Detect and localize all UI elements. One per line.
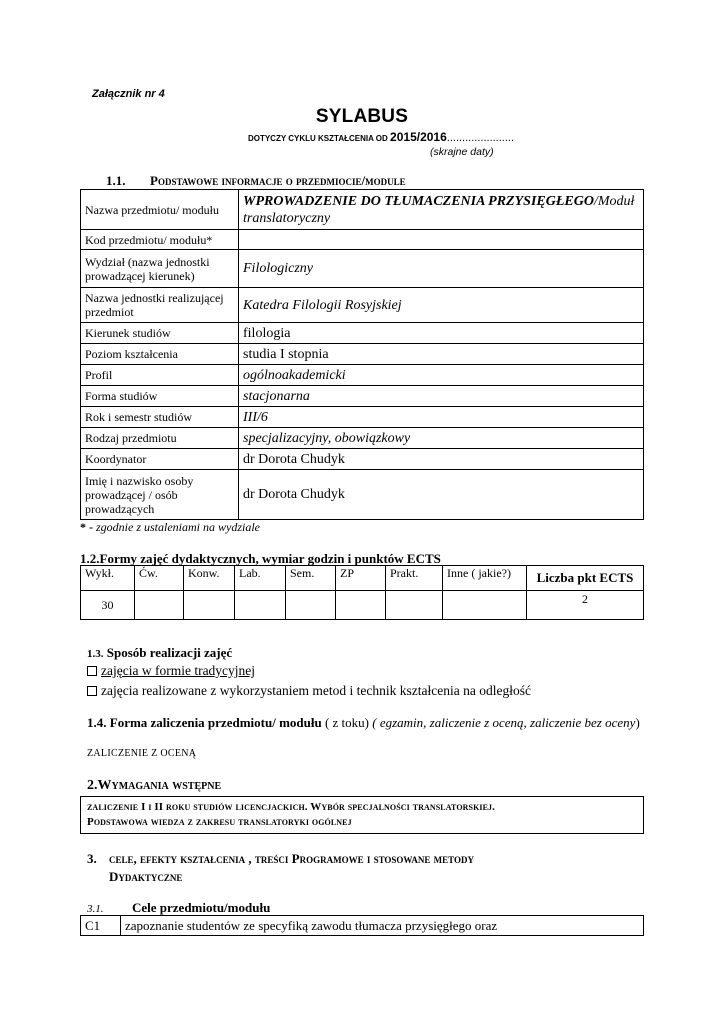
footnote-mark: * - bbox=[80, 520, 93, 534]
annex-label: Załącznik nr 4 bbox=[92, 88, 165, 100]
table-row bbox=[81, 449, 644, 470]
section-title: Sposób realizacji zajęć bbox=[106, 645, 233, 660]
section-number: 2. bbox=[87, 778, 98, 793]
goal-code: C1 bbox=[81, 916, 121, 936]
course-name-value bbox=[239, 190, 644, 230]
section-title: Podstawowe informacje o przedmiocie/module bbox=[150, 173, 406, 188]
section-number: 3.1. bbox=[87, 903, 104, 915]
cycle-dots: ...................... bbox=[446, 132, 515, 144]
row-value: specjalizacyjny, obowiązkowy bbox=[239, 428, 644, 449]
row-value: stacjonarna bbox=[239, 386, 644, 407]
cycle-years: 2015/2016 bbox=[390, 130, 447, 144]
ects-table bbox=[80, 565, 644, 620]
table-header-row bbox=[81, 566, 644, 591]
prerequisites-box bbox=[80, 796, 644, 834]
header-cell: Liczba pkt ECTS bbox=[527, 566, 644, 591]
basic-info-table bbox=[80, 189, 644, 520]
value-cell: 30 bbox=[81, 591, 135, 620]
assessment-hint-end: ) bbox=[635, 715, 640, 730]
header-cell: Konw. bbox=[184, 566, 235, 591]
dates-note: (skrajne daty) bbox=[430, 146, 494, 158]
table-row bbox=[81, 344, 644, 365]
goal-text: zapoznanie studentów ze specyfiką zawodu tłumacza przysięgłego oraz bbox=[121, 916, 644, 936]
table-row bbox=[81, 591, 644, 620]
row-value bbox=[239, 230, 644, 250]
section-title: cele, efekty kształcenia , treści Programowe i stosowane metody bbox=[109, 851, 475, 866]
header-cell: Wykł. bbox=[81, 566, 135, 591]
table-row bbox=[81, 365, 644, 386]
assessment-value: ZALICZENIE Z OCENĄ bbox=[87, 748, 197, 759]
table-row bbox=[81, 250, 644, 288]
row-label: Kierunek studiów bbox=[81, 323, 239, 344]
row-value: dr Dorota Chudyk bbox=[239, 449, 644, 470]
course-name-bold: WPROWADZENIE DO TŁUMACZENIA PRZYSIĘGŁEGO bbox=[243, 193, 594, 209]
section-title: Cele przedmiotu/modułu bbox=[132, 900, 271, 915]
prerequisites-line: Podstawowa wiedza z zakresu translatoryki ogólnej bbox=[87, 816, 352, 828]
header-cell: Ćw. bbox=[135, 566, 184, 591]
row-label: Wydział (nazwa jednostki prowadzącej kierunek) bbox=[81, 250, 239, 288]
document-title: SYLABUS bbox=[315, 106, 409, 127]
row-label: Poziom kształcenia bbox=[81, 344, 239, 365]
row-value: Filologiczny bbox=[239, 250, 644, 288]
goals-table bbox=[80, 915, 644, 936]
row-label: Rodzaj przedmiotu bbox=[81, 428, 239, 449]
table-row bbox=[81, 230, 644, 250]
section-1-2-heading: 1.2.Formy zajęć dydaktycznych, wymiar godzin i punktów ECTS bbox=[80, 551, 441, 566]
value-cell bbox=[443, 591, 527, 620]
section-number: 1.1. bbox=[106, 173, 126, 188]
row-label: Imię i nazwisko osoby prowadzącej / osób prowadzących bbox=[81, 470, 239, 520]
row-value: studia I stopnia bbox=[239, 344, 644, 365]
table-row bbox=[81, 407, 644, 428]
ects-value-cell: 2 bbox=[527, 591, 644, 620]
header-cell: Lab. bbox=[235, 566, 286, 591]
row-label: Koordynator bbox=[81, 449, 239, 470]
option-remote[interactable] bbox=[87, 683, 531, 699]
row-value: filologia bbox=[239, 323, 644, 344]
row-value: dr Dorota Chudyk bbox=[239, 470, 644, 520]
header-cell: Prakt. bbox=[386, 566, 443, 591]
option-label: zajęcia w formie tradycyjnej bbox=[101, 663, 256, 678]
value-cell bbox=[386, 591, 443, 620]
header-cell: ZP bbox=[336, 566, 386, 591]
table-row bbox=[81, 288, 644, 323]
footnote-text: zgodnie z ustaleniami na wydziale bbox=[96, 520, 260, 534]
row-label: Nazwa przedmiotu/ modułu bbox=[81, 190, 239, 230]
footnote bbox=[80, 520, 260, 535]
table-row bbox=[81, 428, 644, 449]
value-cell bbox=[135, 591, 184, 620]
section-title-continued: Dydaktyczne bbox=[109, 869, 183, 884]
row-value: ogólnoakademicki bbox=[239, 365, 644, 386]
header-cell: Inne ( jakie?) bbox=[443, 566, 527, 591]
cycle-label: DOTYCZY CYKLU KSZTAŁCENIA OD bbox=[247, 134, 388, 143]
section-2-heading bbox=[87, 778, 221, 794]
option-traditional[interactable] bbox=[87, 663, 255, 679]
row-label: Forma studiów bbox=[81, 386, 239, 407]
value-cell bbox=[235, 591, 286, 620]
value-cell bbox=[184, 591, 235, 620]
section-1-3-heading bbox=[87, 645, 232, 661]
table-row bbox=[81, 323, 644, 344]
course-module: /Moduł translatoryczny bbox=[243, 193, 635, 226]
assessment-mode: ( z toku) bbox=[324, 715, 369, 730]
section-1-1-heading bbox=[106, 173, 406, 189]
assessment-hint: ( egzamin, zaliczenie z oceną, zaliczenie bez oceny bbox=[372, 715, 636, 730]
value-cell bbox=[336, 591, 386, 620]
section-3-1-heading bbox=[87, 900, 270, 916]
row-label: Profil bbox=[81, 365, 239, 386]
table-row bbox=[81, 386, 644, 407]
row-value: Katedra Filologii Rosyjskiej bbox=[239, 288, 644, 323]
checkbox-icon[interactable] bbox=[87, 666, 97, 676]
row-label: Kod przedmiotu/ modułu* bbox=[81, 230, 239, 250]
prerequisites-line: zaliczenie I i II roku studiów licencjackich. Wybór specjalności translatorskiej. bbox=[87, 801, 495, 813]
table-row bbox=[81, 190, 644, 230]
row-label: Rok i semestr studiów bbox=[81, 407, 239, 428]
section-3-heading bbox=[87, 850, 627, 886]
option-label: zajęcia realizowane z wykorzystaniem metod i technik kształcenia na odległość bbox=[101, 683, 531, 698]
section-title: Wymagania wstępne bbox=[97, 778, 222, 793]
cycle-line bbox=[0, 130, 724, 144]
checkbox-icon[interactable] bbox=[87, 686, 97, 696]
value-cell bbox=[286, 591, 336, 620]
table-row bbox=[81, 470, 644, 520]
section-number: 3. bbox=[87, 851, 97, 866]
table-row bbox=[81, 916, 644, 936]
section-number: 1.3. bbox=[87, 648, 104, 660]
row-value: III/6 bbox=[239, 407, 644, 428]
header-cell: Sem. bbox=[286, 566, 336, 591]
section-title: 1.4. Forma zaliczenia przedmiotu/ modułu bbox=[87, 715, 322, 730]
section-1-4-heading bbox=[87, 714, 647, 731]
row-label: Nazwa jednostki realizującej przedmiot bbox=[81, 288, 239, 323]
